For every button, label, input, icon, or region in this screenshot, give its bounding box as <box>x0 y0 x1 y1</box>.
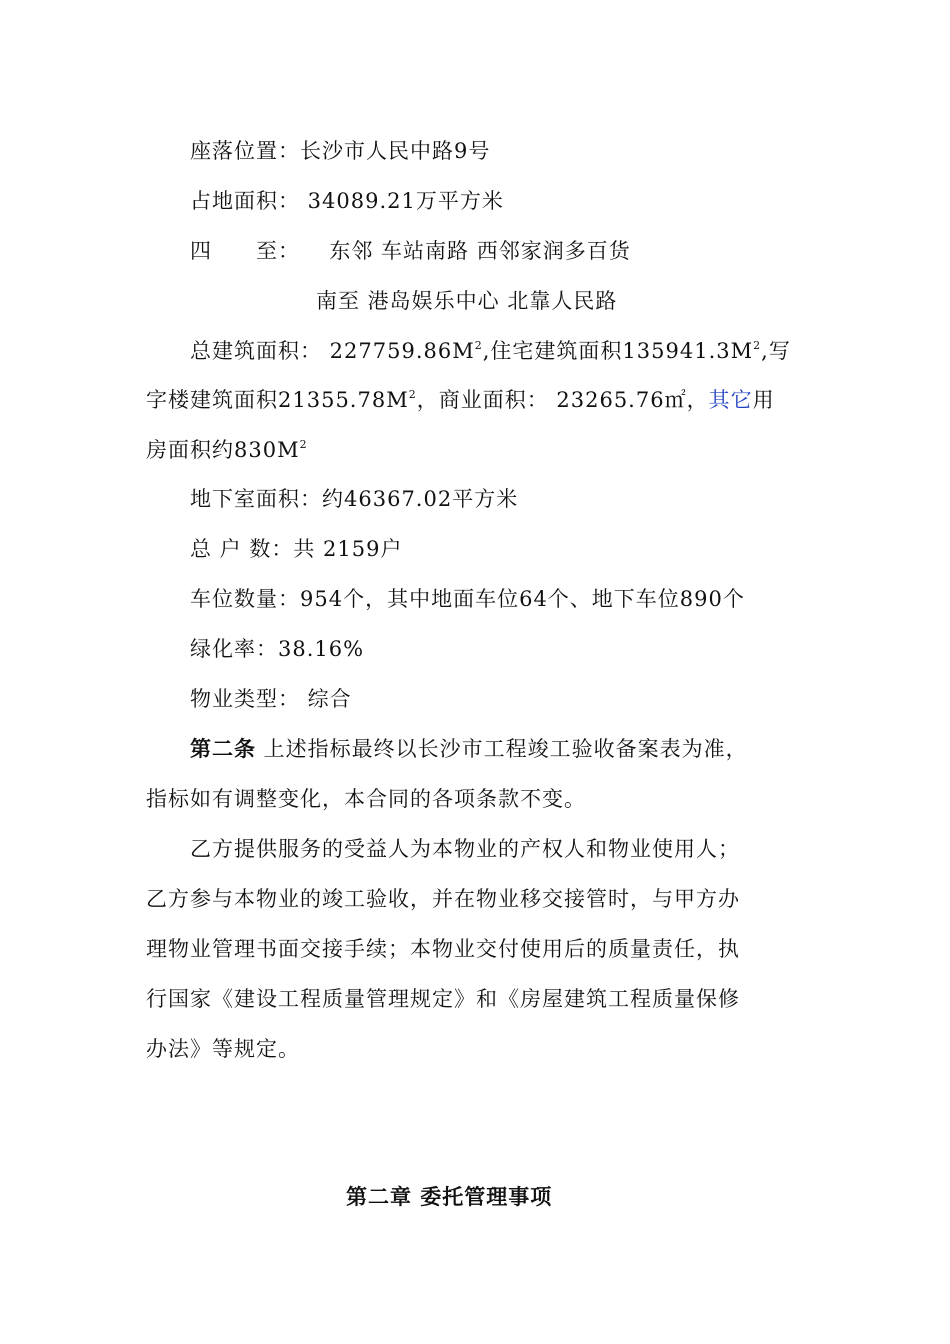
other-area-line: 房面积约$830M^2$ <box>146 438 308 462</box>
paragraph-line-5: 办法》等规定。 <box>146 1037 300 1061</box>
boundary-label: 四 至： <box>190 239 300 263</box>
chapter-heading: 第二章 委托管理事项 <box>346 1184 553 1209</box>
total-building-area: 总建筑面积： 227759.86M <box>190 339 475 363</box>
boundary-line-1 <box>190 236 631 266</box>
other-area: 房面积约830M <box>146 438 300 462</box>
boundary-line-2: 南至 港岛娱乐中心 北靠人民路 <box>316 289 618 313</box>
other-highlight: 其它 <box>708 388 753 412</box>
article-2-title: 第二条 <box>190 736 256 761</box>
building-area-line: 总建筑面积： $227759.86M^2$,住宅建筑面积$135941.3M^2$,写 <box>190 339 791 363</box>
boundary-east-west: 东邻 车站南路 西邻家润多百货 <box>329 239 631 263</box>
office-area: 字楼建筑面积21355.78M <box>146 388 409 412</box>
paragraph-line-4: 行国家《建设工程质量管理规定》和《房屋建筑工程质量保修 <box>146 987 740 1011</box>
land-area-line: 占地面积： 34089.21万平方米 <box>190 189 504 213</box>
paragraph-line-2: 乙方参与本物业的竣工验收，并在物业移交接管时，与甲方办 <box>146 887 740 911</box>
green-rate-line: 绿化率：38.16% <box>190 637 365 661</box>
residential-area: ,住宅建筑面积135941.3M <box>482 339 754 363</box>
paragraph-line-3: 理物业管理书面交接手续；本物业交付使用后的质量责任，执 <box>146 937 740 961</box>
basement-area-line: 地下室面积：约46367.02平方米 <box>190 487 519 511</box>
article-2-line-1: 第二条 上述指标最终以长沙市工程竣工验收备案表为准， <box>190 736 748 761</box>
office-area-line: 字楼建筑面积$21355.78M^2$，商业面积： 23265.76㎡，其它用 <box>146 388 775 412</box>
article-2-line-2: 指标如有调整变化，本合同的各项条款不变。 <box>146 787 586 811</box>
property-type-line: 物业类型： 综合 <box>190 687 352 711</box>
commercial-area: ，商业面积： 23265.76㎡， <box>416 388 709 412</box>
paragraph-line-1: 乙方提供服务的受益人为本物业的产权人和物业使用人； <box>190 837 740 861</box>
location-line: 座落位置：长沙市人民中路9号 <box>190 139 491 163</box>
households-line: 总 户 数：共 2159户 <box>190 537 403 561</box>
parking-line: 车位数量：954个，其中地面车位64个、地下车位890个 <box>190 587 745 611</box>
